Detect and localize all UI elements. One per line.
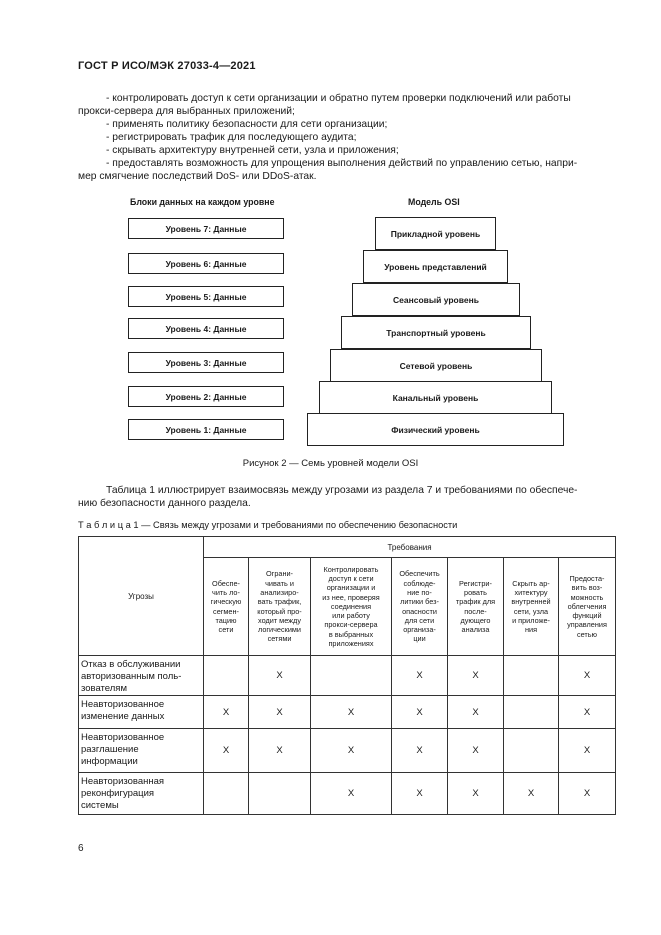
threats-requirements-table xyxy=(78,536,616,815)
column-header-line: внутренней xyxy=(511,597,551,607)
table-intro-paragraph xyxy=(78,484,616,510)
threat-line: авторизованным поль- xyxy=(81,671,182,682)
data-block-1: Уровень 1: Данные xyxy=(128,419,284,440)
mark-cell: X xyxy=(448,773,504,815)
data-block-4: Уровень 4: Данные xyxy=(128,318,284,339)
column-header-line: тацию xyxy=(215,615,237,625)
column-header-line: прокси-сервера xyxy=(324,620,378,630)
data-block-5: Уровень 5: Данные xyxy=(128,286,284,307)
column-header-line: управления xyxy=(567,620,607,630)
table-caption: Т а б л и ц а 1 — Связь между угрозами и требованиями по обеспечению безопасности xyxy=(78,520,458,530)
data-blocks-heading: Блоки данных на каждом уровне xyxy=(130,197,275,207)
osi-layer-session: Сеансовый уровень xyxy=(352,283,520,316)
table-row xyxy=(79,696,616,729)
column-header-line: соблюде- xyxy=(403,578,436,588)
list-item: - применять политику безопасности для сети организации; xyxy=(106,119,388,130)
column-header-line: сегмен- xyxy=(213,606,239,616)
osi-model-heading: Модель OSI xyxy=(408,197,460,207)
intro-bullet-list xyxy=(78,92,616,183)
threat-line: Отказ в обслуживании xyxy=(81,659,181,670)
column-header-line: сетью xyxy=(576,629,598,639)
mark-cell xyxy=(311,656,392,696)
column-header-line: вить воз- xyxy=(571,583,603,593)
threat-line: информации xyxy=(81,756,138,767)
list-item: - скрывать архитектуру внутренней сети, узла и приложения; xyxy=(106,145,399,156)
column-header-line: или работу xyxy=(332,611,370,621)
mark-cell xyxy=(504,656,559,696)
threat-line: Неавторизованная xyxy=(81,776,165,787)
column-header-line: анализа xyxy=(461,625,490,635)
column-header-line: анализиро- xyxy=(260,587,299,597)
column-header xyxy=(448,558,504,656)
figure-caption: Рисунок 2 — Семь уровней модели OSI xyxy=(242,458,419,469)
column-header-line: можность xyxy=(570,592,604,602)
column-header-line: который про- xyxy=(257,606,302,616)
column-header-line: для сети xyxy=(404,615,435,625)
column-header xyxy=(249,558,311,656)
table-body xyxy=(79,656,616,815)
list-item: - предоставлять возможность для упрощения выполнения действий по управлению сетью, напри- xyxy=(106,158,578,169)
mark-cell: X xyxy=(392,773,448,815)
document-header: ГОСТ Р ИСО/МЭК 27033-4—2021 xyxy=(78,60,256,72)
list-item: мер смягчение последствий DoS- или DDoS-атак. xyxy=(78,171,317,182)
column-header-line: хитектуру xyxy=(514,587,548,597)
column-header xyxy=(559,558,616,656)
column-header-line: сети, узла xyxy=(513,606,549,616)
mark-cell: X xyxy=(249,729,311,773)
osi-layer-physical: Физический уровень xyxy=(307,413,564,446)
data-block-2: Уровень 2: Данные xyxy=(128,386,284,407)
column-header-line: соединения xyxy=(330,601,372,611)
column-header-line: ния xyxy=(524,625,538,635)
mark-cell xyxy=(504,729,559,773)
mark-cell: X xyxy=(392,696,448,729)
mark-cell: X xyxy=(311,696,392,729)
column-header-line: сетями xyxy=(267,634,292,644)
column-header-line: ции xyxy=(413,634,426,644)
column-header-line: ходит между xyxy=(258,615,301,625)
mark-cell: X xyxy=(559,729,616,773)
table-row xyxy=(79,773,616,815)
column-header-line: дующего xyxy=(460,615,491,625)
mark-cell: X xyxy=(559,696,616,729)
column-header xyxy=(311,558,392,656)
mark-cell: X xyxy=(392,729,448,773)
column-header-line: организации и xyxy=(326,583,376,593)
table-row xyxy=(79,729,616,773)
column-header-line: приложениях xyxy=(328,639,374,649)
column-header-line: логическими xyxy=(257,625,301,635)
table-row xyxy=(79,656,616,696)
column-header-line: чить ло- xyxy=(212,587,240,597)
mark-cell xyxy=(249,773,311,815)
column-header-line: облегчения xyxy=(567,601,607,611)
mark-cell: X xyxy=(311,729,392,773)
column-header-line: после- xyxy=(464,606,487,616)
paragraph-line: нию безопасности данного раздела. xyxy=(78,498,251,509)
mark-cell: X xyxy=(392,656,448,696)
data-block-7: Уровень 7: Данные xyxy=(128,218,284,239)
paragraph-line: Таблица 1 иллюстрирует взаимосвязь между угрозами из раздела 7 и требованиями по обеспече- xyxy=(106,485,578,496)
column-header-line: организа- xyxy=(403,625,436,635)
threat-line: зователям xyxy=(81,683,127,694)
threat-cell xyxy=(79,696,204,729)
mark-cell: X xyxy=(448,696,504,729)
column-header-line: функций xyxy=(572,611,602,621)
threat-line: разглашение xyxy=(81,744,139,755)
mark-cell: X xyxy=(448,729,504,773)
mark-cell: X xyxy=(448,656,504,696)
column-header-line: ровать xyxy=(464,587,487,597)
requirements-header: Требования xyxy=(204,537,616,558)
mark-cell: X xyxy=(249,696,311,729)
column-header-line: Контролировать xyxy=(323,564,379,574)
osi-layer-data-link: Канальный уровень xyxy=(319,381,552,414)
column-header-line: сети xyxy=(218,625,234,635)
column-header xyxy=(504,558,559,656)
threats-header: Угрозы xyxy=(79,537,204,656)
list-item: - контролировать доступ к сети организации и обратно путем проверки подключений или работы xyxy=(106,93,571,104)
column-header-line: Ограни- xyxy=(266,569,293,579)
column-header xyxy=(392,558,448,656)
column-header-line: вать трафик, xyxy=(257,597,302,607)
threat-line: изменение данных xyxy=(81,711,165,722)
column-header-line: гическую xyxy=(210,597,242,607)
threat-line: Неавторизованное xyxy=(81,732,165,743)
column-header-line: литики без- xyxy=(400,597,439,607)
column-header-line: Предоста- xyxy=(569,573,605,583)
column-header-line: из нее, проверяя xyxy=(322,592,380,602)
mark-cell: X xyxy=(559,773,616,815)
column-header-line: чивать и xyxy=(265,578,294,588)
osi-layer-application: Прикладной уровень xyxy=(375,217,496,250)
mark-cell: X xyxy=(504,773,559,815)
column-header-line: Обеспечить xyxy=(399,569,440,579)
osi-layer-transport: Транспортный уровень xyxy=(341,316,531,349)
threat-line: системы xyxy=(81,800,119,811)
column-header xyxy=(204,558,249,656)
column-header-line: трафик для xyxy=(455,597,496,607)
threat-cell xyxy=(79,729,204,773)
mark-cell xyxy=(504,696,559,729)
mark-cell: X xyxy=(559,656,616,696)
osi-layer-network: Сетевой уровень xyxy=(330,349,542,382)
data-block-6: Уровень 6: Данные xyxy=(128,253,284,274)
column-header-line: Скрыть ар- xyxy=(512,578,550,588)
page-number: 6 xyxy=(78,843,84,854)
threat-line: реконфигурация xyxy=(81,788,155,799)
list-item: прокси-сервера для выбранных приложений; xyxy=(78,106,295,117)
mark-cell: X xyxy=(249,656,311,696)
threat-cell xyxy=(79,656,204,696)
threat-cell xyxy=(79,773,204,815)
column-header-line: Регистри- xyxy=(459,578,492,588)
column-header-line: доступ к сети xyxy=(328,573,374,583)
mark-cell: X xyxy=(204,696,249,729)
column-header-line: опасности xyxy=(402,606,437,616)
osi-layer-presentation: Уровень представлений xyxy=(363,250,508,283)
list-item: - регистрировать трафик для последующего аудита; xyxy=(106,132,357,143)
column-header-line: и приложе- xyxy=(512,615,550,625)
column-header-line: ние по- xyxy=(407,587,432,597)
column-header-line: в выбранных xyxy=(328,629,374,639)
mark-cell xyxy=(204,656,249,696)
mark-cell: X xyxy=(311,773,392,815)
mark-cell: X xyxy=(204,729,249,773)
data-block-3: Уровень 3: Данные xyxy=(128,352,284,373)
mark-cell xyxy=(204,773,249,815)
column-header-line: Обеспе- xyxy=(212,578,240,588)
threat-line: Неавторизованное xyxy=(81,699,165,710)
